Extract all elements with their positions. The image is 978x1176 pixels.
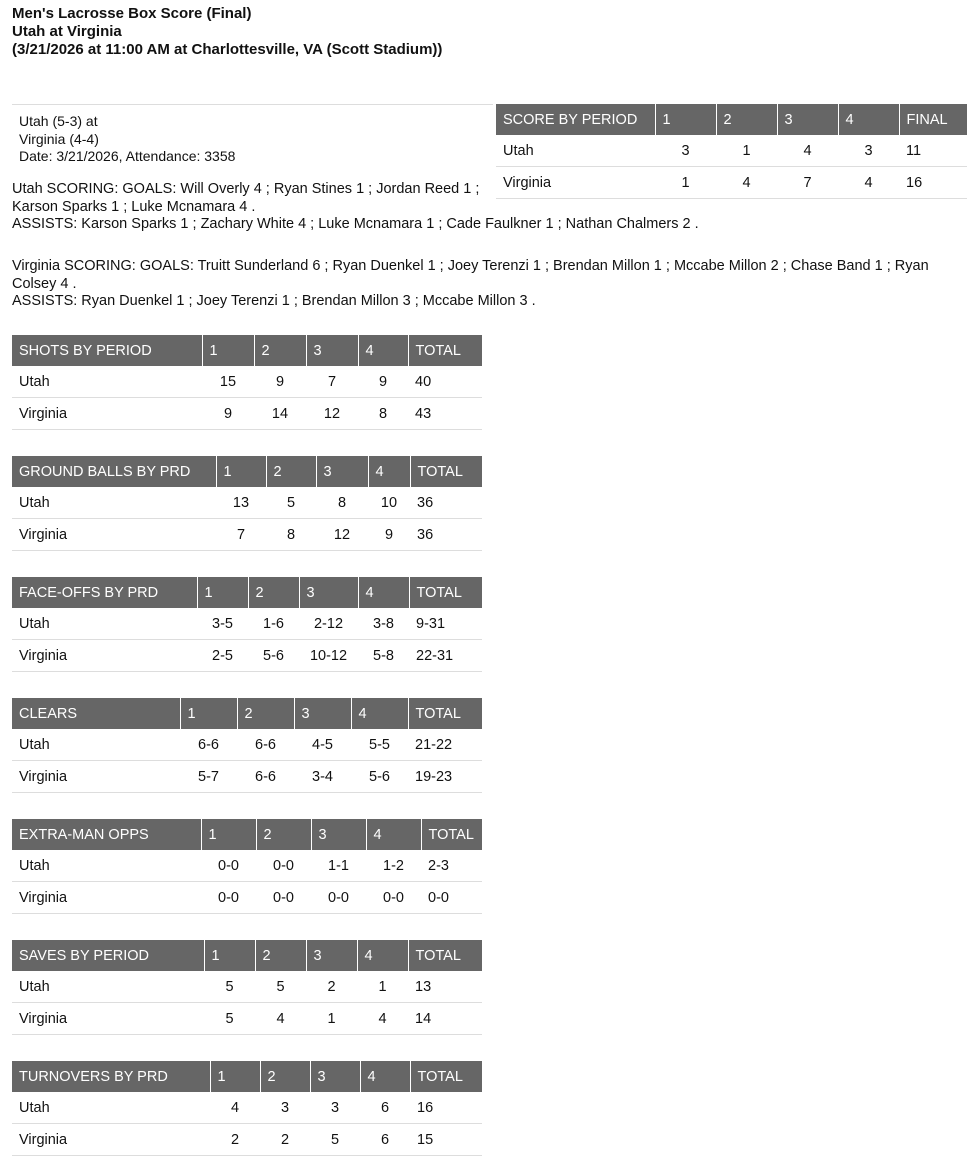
- table-cell: 1: [357, 971, 408, 1003]
- team-name: Utah: [12, 608, 197, 640]
- col-header: TOTAL: [408, 335, 482, 366]
- table-cell: 12: [306, 398, 358, 430]
- col-header: TURNOVERS BY PRD: [12, 1061, 210, 1092]
- col-header: FINAL: [899, 104, 967, 135]
- team-name: Virginia: [12, 1003, 204, 1035]
- table-cell: 1: [716, 135, 777, 167]
- table-cell: 4: [777, 135, 838, 167]
- table-cell: 36: [410, 487, 482, 519]
- table-row: [12, 487, 482, 519]
- col-header: 4: [368, 456, 410, 487]
- col-header: 4: [838, 104, 899, 135]
- table-cell: 10-12: [299, 640, 358, 672]
- col-header: 1: [655, 104, 716, 135]
- col-header: 3: [299, 577, 358, 608]
- col-header: TOTAL: [408, 698, 482, 729]
- table-cell: 6: [360, 1092, 410, 1124]
- table-row: [12, 640, 482, 672]
- table-cell: 4: [357, 1003, 408, 1035]
- col-header: 1: [197, 577, 248, 608]
- table-cell: 3: [260, 1092, 310, 1124]
- team-name: Utah: [12, 729, 180, 761]
- table-header-row: [12, 698, 482, 729]
- table-cell: 2: [260, 1124, 310, 1156]
- team-name: Utah: [12, 971, 204, 1003]
- table-cell: 2: [210, 1124, 260, 1156]
- table-cell: 1-6: [248, 608, 299, 640]
- table-cell: 5-8: [358, 640, 409, 672]
- col-header: 4: [358, 577, 409, 608]
- col-header: 3: [777, 104, 838, 135]
- table-cell: 16: [410, 1092, 482, 1124]
- team-name: Virginia: [12, 761, 180, 793]
- table-row: [12, 398, 482, 430]
- col-header: TOTAL: [410, 456, 482, 487]
- team-name: Utah: [12, 850, 201, 882]
- table-cell: 9-31: [409, 608, 482, 640]
- table-cell: 4-5: [294, 729, 351, 761]
- table-cell: 8: [358, 398, 408, 430]
- col-header: 1: [202, 335, 254, 366]
- table-cell: 8: [266, 519, 316, 551]
- col-header: 2: [254, 335, 306, 366]
- table-cell: 13: [216, 487, 266, 519]
- table-cell: 9: [254, 366, 306, 398]
- col-header: EXTRA-MAN OPPS: [12, 819, 201, 850]
- table-cell: 1-1: [311, 850, 366, 882]
- table-row: [12, 1003, 482, 1035]
- home-team-record: Virginia (4-4): [19, 130, 99, 147]
- table-row: [12, 729, 482, 761]
- table-cell: 2-5: [197, 640, 248, 672]
- table-cell: 16: [899, 167, 967, 199]
- col-header: 4: [366, 819, 421, 850]
- table-cell: 22-31: [409, 640, 482, 672]
- team-name: Utah: [12, 487, 216, 519]
- table-cell: 0-0: [201, 850, 256, 882]
- table-cell: 7: [306, 366, 358, 398]
- table-cell: 12: [316, 519, 368, 551]
- matchup-info: [12, 104, 493, 166]
- col-header: 2: [260, 1061, 310, 1092]
- col-header: 3: [306, 335, 358, 366]
- table-cell: 14: [408, 1003, 482, 1035]
- page-title: Men's Lacrosse Box Score (Final): [12, 5, 252, 22]
- table-cell: 6-6: [180, 729, 237, 761]
- page-header: [12, 5, 442, 59]
- table-row: [12, 1124, 482, 1156]
- col-header: FACE-OFFS BY PRD: [12, 577, 197, 608]
- col-header: TOTAL: [408, 940, 482, 971]
- table-row: [496, 135, 967, 167]
- team-name: Virginia: [12, 519, 216, 551]
- table-cell: 5: [204, 1003, 255, 1035]
- col-header: 1: [201, 819, 256, 850]
- table-cell: 15: [202, 366, 254, 398]
- team-name: Virginia: [12, 640, 197, 672]
- table-cell: 5: [310, 1124, 360, 1156]
- table-cell: 3: [310, 1092, 360, 1124]
- table-header-row: [12, 456, 482, 487]
- table-cell: 6-6: [237, 761, 294, 793]
- table-cell: 4: [210, 1092, 260, 1124]
- table-cell: 9: [358, 366, 408, 398]
- table-cell: 0-0: [421, 882, 482, 914]
- col-header: CLEARS: [12, 698, 180, 729]
- turnovers-table: [12, 1061, 482, 1156]
- table-cell: 0-0: [256, 882, 311, 914]
- col-header: 3: [294, 698, 351, 729]
- col-header: 3: [310, 1061, 360, 1092]
- date-attendance: Date: 3/21/2026, Attendance: 3358: [19, 148, 236, 164]
- team-name: Virginia: [12, 882, 201, 914]
- table-cell: 14: [254, 398, 306, 430]
- table-cell: 3-5: [197, 608, 248, 640]
- table-cell: 2-12: [299, 608, 358, 640]
- table-cell: 21-22: [408, 729, 482, 761]
- table-header-row: [12, 1061, 482, 1092]
- col-header: TOTAL: [410, 1061, 482, 1092]
- col-header: 4: [357, 940, 408, 971]
- table-cell: 1: [306, 1003, 357, 1035]
- utah-goals: Utah SCORING: GOALS: Will Overly 4 ; Ryan Stines 1 ; Jordan Reed 1 ; Karson Sparks 1 ; Luke Mcnamara 4 .: [12, 181, 480, 215]
- table-header-row: [12, 819, 482, 850]
- table-row: [12, 882, 482, 914]
- table-cell: 9: [368, 519, 410, 551]
- col-header: 1: [210, 1061, 260, 1092]
- game-date-location: (3/21/2026 at 11:00 AM at Charlottesville, VA (Scott Stadium)): [12, 41, 443, 58]
- col-header: 4: [360, 1061, 410, 1092]
- table-row: [12, 1092, 482, 1124]
- table-cell: 7: [777, 167, 838, 199]
- game-matchup-title: Utah at Virginia: [12, 23, 122, 40]
- team-name: Utah: [12, 1092, 210, 1124]
- col-header: 2: [237, 698, 294, 729]
- extra-man-opps-table: [12, 819, 482, 914]
- table-row: [12, 366, 482, 398]
- team-name: Virginia: [12, 1124, 210, 1156]
- table-cell: 2: [306, 971, 357, 1003]
- col-header: SAVES BY PERIOD: [12, 940, 204, 971]
- col-header: 1: [216, 456, 266, 487]
- saves-by-period-table: [12, 940, 482, 1035]
- team-name: Utah: [12, 366, 202, 398]
- table-cell: 5-7: [180, 761, 237, 793]
- col-header: 2: [716, 104, 777, 135]
- col-header: 2: [266, 456, 316, 487]
- col-header: 2: [248, 577, 299, 608]
- table-cell: 3: [655, 135, 716, 167]
- table-cell: 5: [255, 971, 306, 1003]
- table-cell: 15: [410, 1124, 482, 1156]
- table-cell: 3-4: [294, 761, 351, 793]
- col-header: 3: [316, 456, 368, 487]
- table-cell: 11: [899, 135, 967, 167]
- table-row: [12, 761, 482, 793]
- col-header: TOTAL: [421, 819, 482, 850]
- table-cell: 3: [838, 135, 899, 167]
- col-header: 1: [180, 698, 237, 729]
- col-header: 3: [311, 819, 366, 850]
- table-cell: 0-0: [366, 882, 421, 914]
- col-header: 4: [358, 335, 408, 366]
- table-cell: 5: [266, 487, 316, 519]
- table-row: [12, 519, 482, 551]
- table-cell: 8: [316, 487, 368, 519]
- col-header: GROUND BALLS BY PRD: [12, 456, 216, 487]
- col-header: SCORE BY PERIOD: [496, 104, 655, 135]
- clears-table: [12, 698, 482, 793]
- team-name: Virginia: [496, 167, 655, 199]
- table-cell: 5-6: [248, 640, 299, 672]
- table-header-row: [12, 940, 482, 971]
- face-offs-table: [12, 577, 482, 672]
- col-header: SHOTS BY PERIOD: [12, 335, 202, 366]
- table-cell: 5-6: [351, 761, 408, 793]
- table-header-row: [496, 104, 967, 135]
- table-cell: 4: [838, 167, 899, 199]
- table-cell: 6: [360, 1124, 410, 1156]
- col-header: 4: [351, 698, 408, 729]
- utah-scoring: [12, 181, 968, 234]
- table-cell: 0-0: [311, 882, 366, 914]
- col-header: 2: [255, 940, 306, 971]
- table-cell: 0-0: [201, 882, 256, 914]
- table-cell: 19-23: [408, 761, 482, 793]
- team-name: Utah: [496, 135, 655, 167]
- table-row: [12, 971, 482, 1003]
- table-cell: 2-3: [421, 850, 482, 882]
- table-cell: 40: [408, 366, 482, 398]
- shots-by-period-table: [12, 335, 482, 430]
- virginia-assists: ASSISTS: Ryan Duenkel 1 ; Joey Terenzi 1 ; Brendan Millon 3 ; Mccabe Millon 3 .: [12, 293, 536, 309]
- col-header: 2: [256, 819, 311, 850]
- table-header-row: [12, 577, 482, 608]
- table-cell: 5: [204, 971, 255, 1003]
- col-header: TOTAL: [409, 577, 482, 608]
- virginia-goals: Virginia SCORING: GOALS: Truitt Sunderland 6 ; Ryan Duenkel 1 ; Joey Terenzi 1 ; Brendan Millon 1 ; Mccabe Millon 2 ; Chase Band 1 ; Ryan Colsey 4 .: [12, 258, 929, 292]
- table-cell: 4: [255, 1003, 306, 1035]
- table-cell: 1: [655, 167, 716, 199]
- table-cell: 3-8: [358, 608, 409, 640]
- table-cell: 1-2: [366, 850, 421, 882]
- table-cell: 9: [202, 398, 254, 430]
- table-row: [12, 850, 482, 882]
- table-cell: 43: [408, 398, 482, 430]
- team-name: Virginia: [12, 398, 202, 430]
- table-cell: 6-6: [237, 729, 294, 761]
- table-cell: 7: [216, 519, 266, 551]
- table-cell: 10: [368, 487, 410, 519]
- table-cell: 13: [408, 971, 482, 1003]
- table-cell: 36: [410, 519, 482, 551]
- table-cell: 4: [716, 167, 777, 199]
- col-header: 3: [306, 940, 357, 971]
- ground-balls-table: [12, 456, 482, 551]
- table-header-row: [12, 335, 482, 366]
- utah-assists: ASSISTS: Karson Sparks 1 ; Zachary White 4 ; Luke Mcnamara 1 ; Cade Faulkner 1 ; Nathan Chalmers 2 .: [12, 216, 699, 232]
- col-header: 1: [204, 940, 255, 971]
- table-cell: 0-0: [256, 850, 311, 882]
- away-team-record: Utah (5-3) at: [19, 113, 98, 129]
- virginia-scoring: [12, 258, 968, 311]
- table-row: [12, 608, 482, 640]
- table-cell: 5-5: [351, 729, 408, 761]
